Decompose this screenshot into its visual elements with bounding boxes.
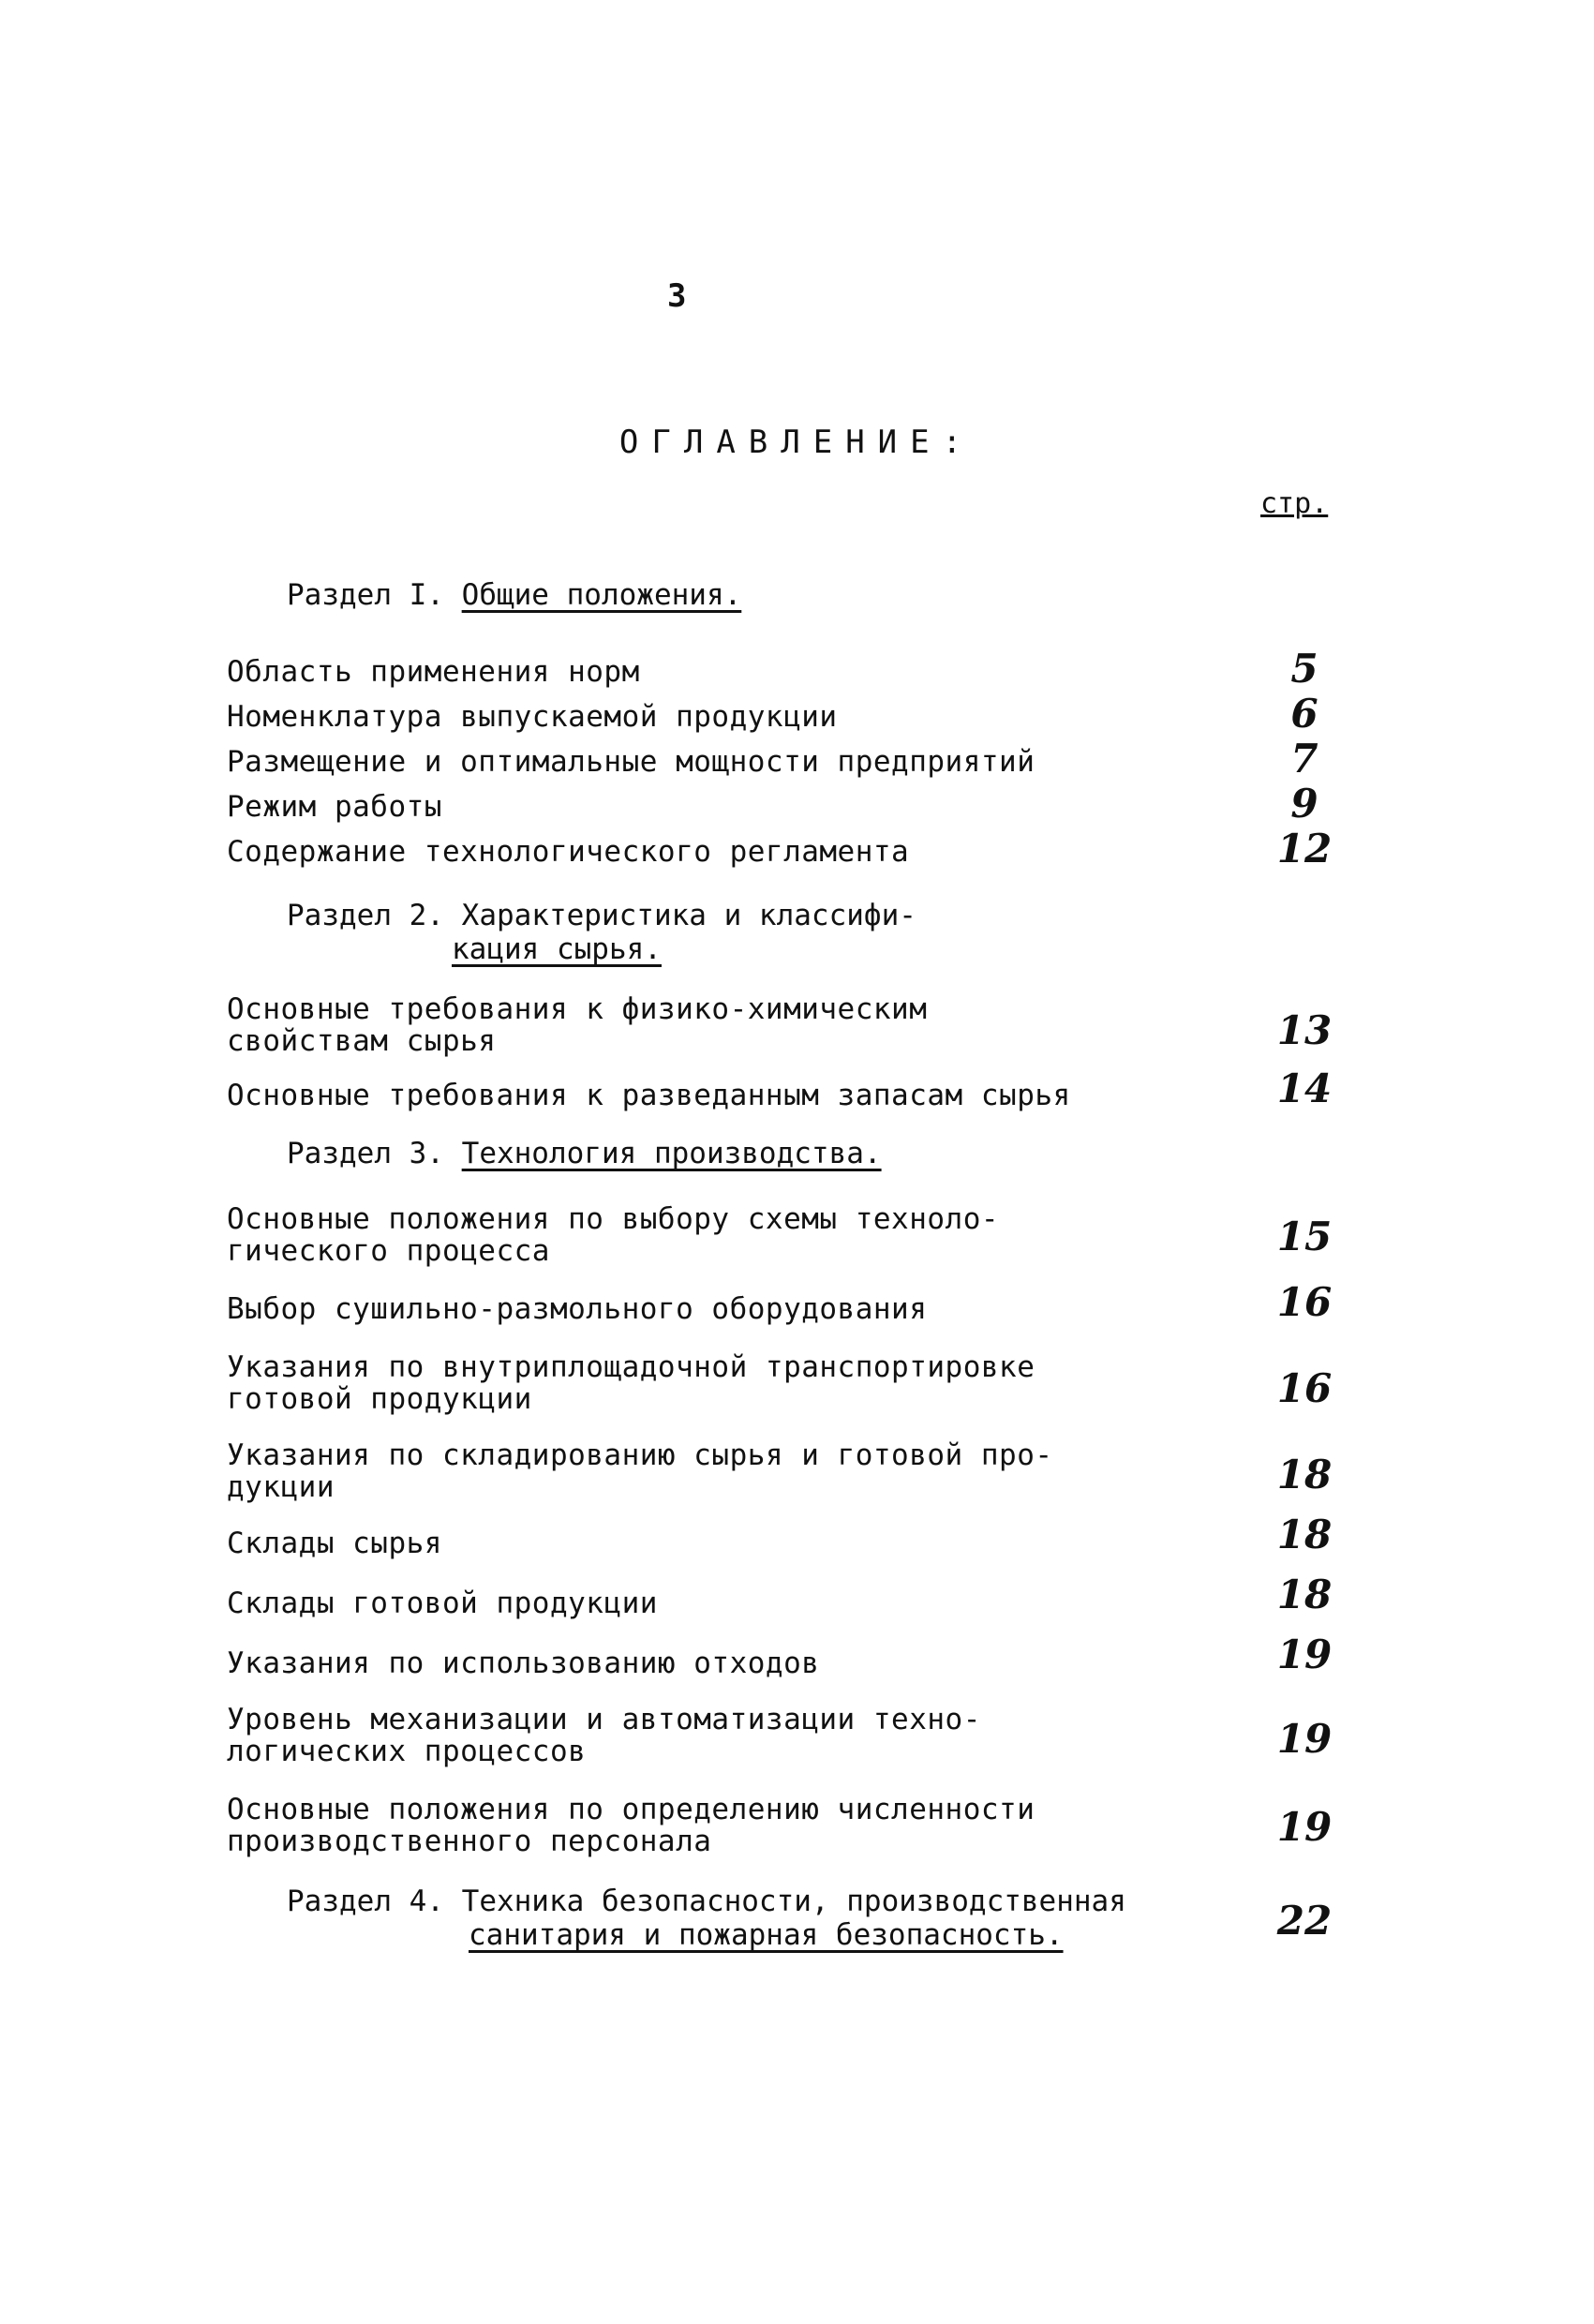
section-4-title-line2: санитария и пожарная безопасность. — [469, 1918, 1064, 1952]
toc-entry-cont: логических процессов — [227, 1735, 587, 1768]
toc-entry-page: 16 — [1276, 1279, 1333, 1325]
toc-entry-page: 6 — [1290, 691, 1318, 737]
toc-entry-page: 5 — [1290, 646, 1318, 692]
toc-entry: Номенклатура выпускаемой продукции — [227, 700, 838, 734]
toc-entry-page: 18 — [1276, 1572, 1333, 1617]
toc-entry-page: 19 — [1276, 1804, 1333, 1850]
toc-title: ОГЛАВЛЕНИЕ: — [618, 424, 976, 461]
toc-entry: Указания по использованию отходов — [227, 1646, 820, 1680]
toc-entry-page: 7 — [1290, 736, 1318, 782]
section-4-label: Раздел 4. — [287, 1885, 444, 1918]
toc-entry-page: 14 — [1276, 1065, 1333, 1111]
section-3-label: Раздел 3. — [287, 1137, 444, 1170]
section-2-heading — [287, 898, 916, 933]
toc-entry-page: 16 — [1276, 1365, 1333, 1411]
toc-entry: Основные требования к физико-химическим — [227, 992, 928, 1026]
toc-entry: Указания по складированию сырья и готовой про- — [227, 1438, 1053, 1472]
section-3-heading — [287, 1136, 882, 1171]
section-2-heading-cont — [452, 931, 662, 967]
toc-entry-cont: производственного персонала — [227, 1825, 712, 1858]
toc-entry: Указания по внутриплощадочной транспортировке — [227, 1350, 1035, 1384]
toc-entry-page: 15 — [1276, 1214, 1333, 1259]
toc-entry-page: 19 — [1276, 1716, 1333, 1762]
page-column-header — [1260, 487, 1328, 520]
toc-entry: Уровень механизации и автоматизации техно- — [227, 1703, 981, 1736]
toc-entry: Содержание технологического регламента — [227, 835, 910, 869]
section-1-label: Раздел I. — [287, 578, 444, 612]
section-4-heading-cont — [469, 1917, 1064, 1953]
toc-entry-page: 13 — [1276, 1007, 1333, 1053]
toc-entry: Склады готовой продукции — [227, 1587, 658, 1620]
section-3-title: Технология производства. — [461, 1137, 882, 1170]
toc-entry-page: 19 — [1276, 1631, 1333, 1677]
toc-entry: Основные требования к разведанным запасам сырья — [227, 1079, 1071, 1112]
section-2-label: Раздел 2. — [287, 899, 444, 932]
section-4-heading — [287, 1884, 1126, 1919]
toc-entry: Склады сырья — [227, 1527, 442, 1560]
section-2-title-line1: Характеристика и классифи- — [461, 899, 916, 932]
toc-entry: Основные положения по выбору схемы техноло- — [227, 1202, 1000, 1236]
toc-entry: Режим работы — [227, 790, 442, 824]
section-1-title: Общие положения. — [461, 578, 742, 612]
toc-entry: Область применения норм — [227, 655, 640, 689]
section-4-page: 22 — [1276, 1898, 1333, 1944]
toc-entry: Выбор сушильно-размольного оборудования — [227, 1292, 928, 1326]
toc-entry-page: 18 — [1276, 1452, 1333, 1497]
page-number: 3 — [667, 277, 687, 315]
toc-entry-cont: готовой продукции — [227, 1382, 532, 1416]
toc-entry-cont: свойствам сырья — [227, 1024, 497, 1058]
section-1-heading — [287, 577, 741, 613]
toc-entry-page: 9 — [1290, 781, 1318, 827]
toc-entry-cont: дукции — [227, 1470, 335, 1504]
section-4-title-line1: Техника безопасности, производственная — [461, 1885, 1126, 1918]
toc-entry: Размещение и оптимальные мощности предприятий — [227, 745, 1035, 779]
toc-entry-page: 18 — [1276, 1512, 1333, 1557]
page-column-header-text: стр. — [1260, 487, 1329, 520]
toc-entry: Основные положения по определению численности — [227, 1793, 1035, 1826]
toc-entry-page: 12 — [1276, 826, 1333, 872]
section-2-title-line2: кация сырья. — [452, 932, 662, 966]
toc-entry-cont: гического процесса — [227, 1234, 550, 1268]
